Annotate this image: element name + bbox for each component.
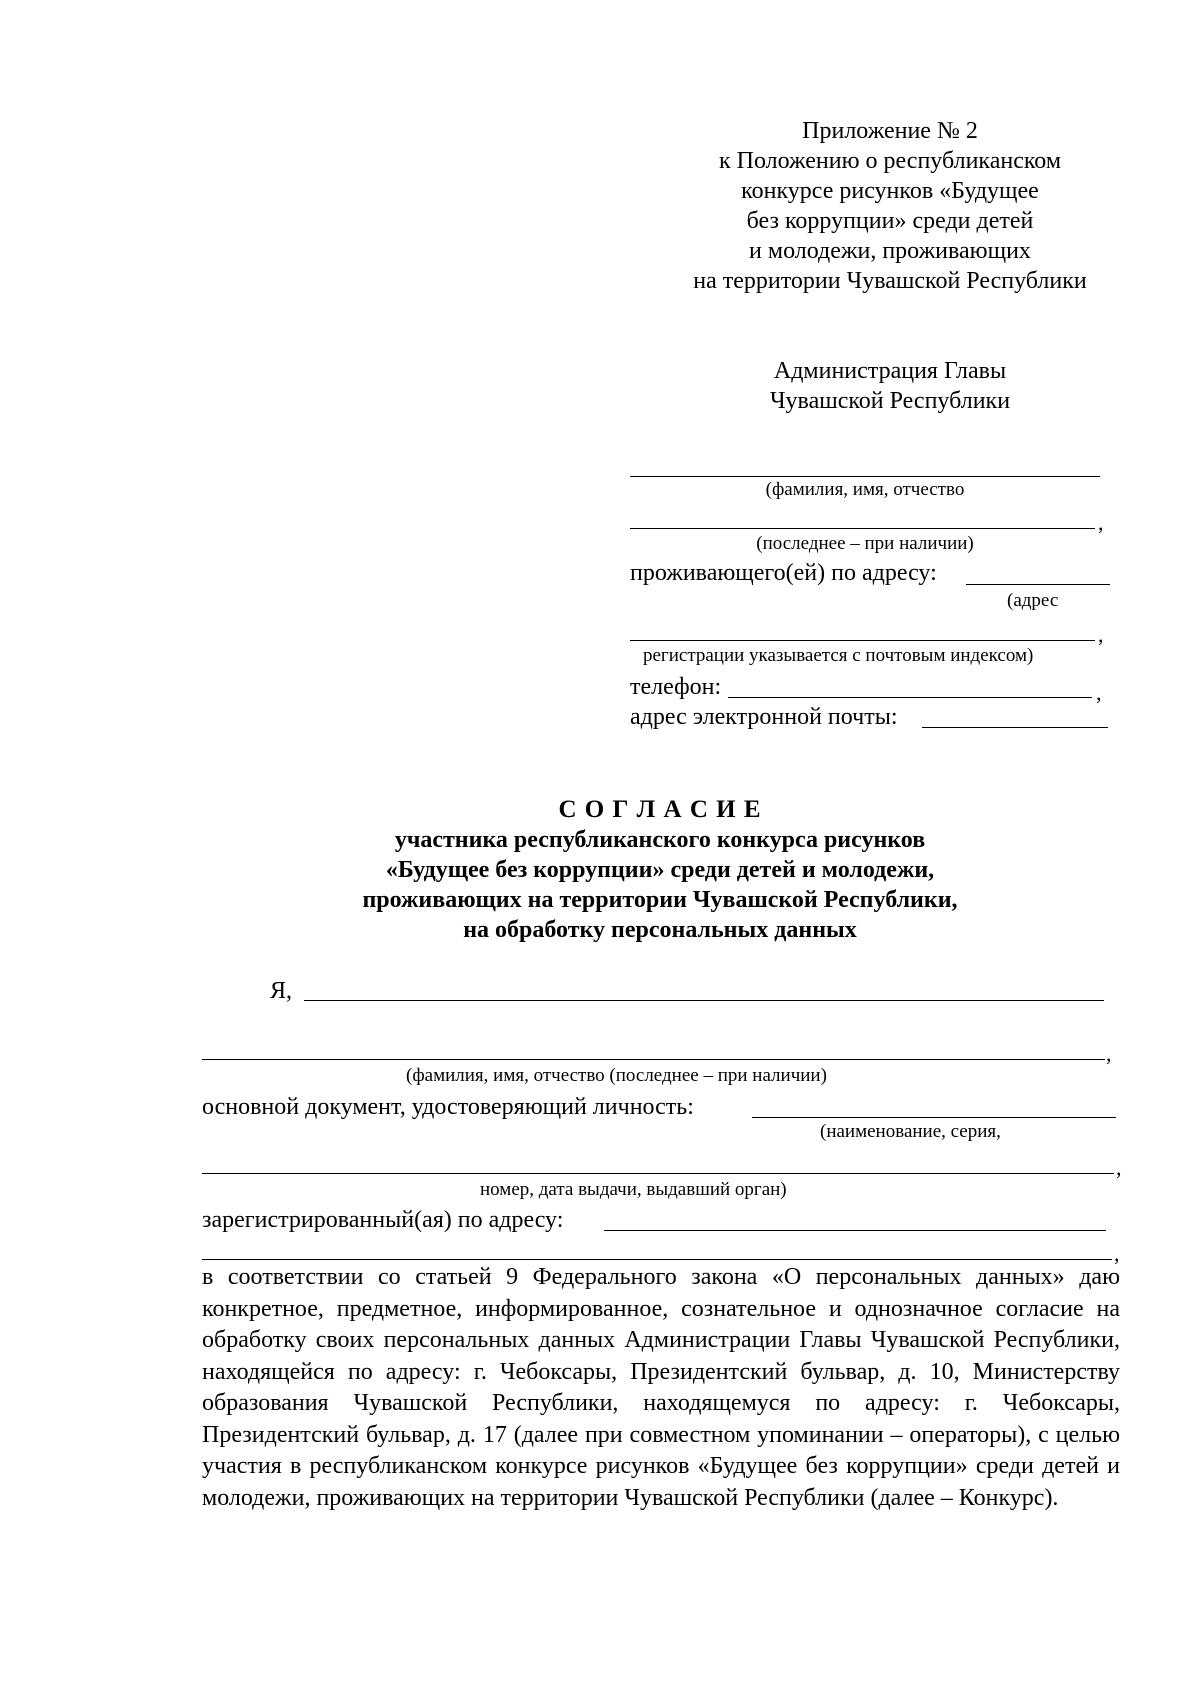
document-label: основной документ, удостоверяющий личность: — [202, 1094, 694, 1120]
comma: , — [1098, 510, 1104, 535]
registration-label: зарегистрированный(ая) по адресу: — [202, 1207, 564, 1233]
comma: , — [1106, 1041, 1112, 1066]
comma: , — [1096, 680, 1102, 705]
email-line[interactable] — [922, 727, 1108, 728]
fio-hint-1: (фамилия, имя, отчество — [765, 479, 965, 500]
fio-hint: (фамилия, имя, отчество (последнее – при наличии) — [406, 1065, 827, 1086]
i-label: Я, — [270, 978, 293, 1004]
appendix-line: без коррупции» среди детей — [746, 208, 1034, 234]
document-hint-2: номер, дата выдачи, выдавший орган) — [480, 1179, 787, 1200]
fio-hint-2: (последнее – при наличии) — [756, 533, 974, 554]
document-hint-1: (наименование, серия, — [820, 1121, 1001, 1142]
address-hint-1: (адрес — [1007, 590, 1059, 611]
appendix-line: к Положению о республиканском — [718, 148, 1062, 174]
appendix-line: и молодежи, проживающих — [749, 238, 1031, 264]
document-heading: С О Г Л А С И Е — [558, 796, 762, 823]
appendix-line: на территории Чувашской Республики — [693, 268, 1087, 294]
title-line: на обработку персональных данных — [463, 917, 857, 943]
phone-label: телефон: — [630, 674, 722, 700]
consent-paragraph: в соответствии со статьей 9 Федерального закона «О персональных данных» даю конкретное, предметное, информированное, сознательное и однозначное согласие на обработку своих персональных данных Администрации Главы Чувашской Республики, находящейся по адресу: г. Чебоксары, Президентский бульвар, д. 10, Министерству образования Чувашской Республики, находящемуся по адресу: г. Чебоксары, Президентский бульвар, д. 17 (далее при совместном упоминании – операторы), с целью участия в республиканском конкурсе рисунков «Будущее без коррупции» среди детей и молодежи, проживающих на территории Чувашской Республики (далее – Конкурс). — [202, 1264, 1120, 1511]
comma: , — [1114, 1241, 1120, 1266]
comma: , — [1098, 622, 1104, 647]
document-line-1[interactable] — [752, 1117, 1116, 1118]
appendix-line: Приложение № 2 — [802, 118, 978, 144]
registration-line-2[interactable] — [202, 1259, 1112, 1260]
title-line: участника республиканского конкурса рисунков — [394, 827, 926, 853]
fio-line-1[interactable] — [630, 476, 1100, 477]
fio-line-2[interactable] — [630, 528, 1095, 529]
document-line-2[interactable] — [202, 1173, 1114, 1174]
registration-line-1[interactable] — [604, 1230, 1106, 1231]
title-line: проживающих на территории Чувашской Республики, — [362, 887, 958, 913]
title-line: «Будущее без коррупции» среди детей и молодежи, — [385, 857, 935, 883]
participant-name-line[interactable] — [304, 1000, 1104, 1001]
comma: , — [1116, 1155, 1122, 1180]
address-line-1[interactable] — [966, 584, 1110, 585]
addressee-line: Чувашской Республики — [769, 388, 1011, 414]
participant-name-line-2[interactable] — [202, 1059, 1105, 1060]
address-line-2[interactable] — [630, 640, 1095, 641]
appendix-line: конкурсе рисунков «Будущее — [741, 178, 1039, 204]
address-label: проживающего(ей) по адресу: — [630, 560, 937, 586]
email-label: адрес электронной почты: — [630, 704, 898, 730]
phone-line[interactable] — [728, 697, 1092, 698]
addressee-line: Администрация Главы — [773, 358, 1007, 384]
address-hint-2: регистрации указывается с почтовым индексом) — [643, 645, 1034, 666]
